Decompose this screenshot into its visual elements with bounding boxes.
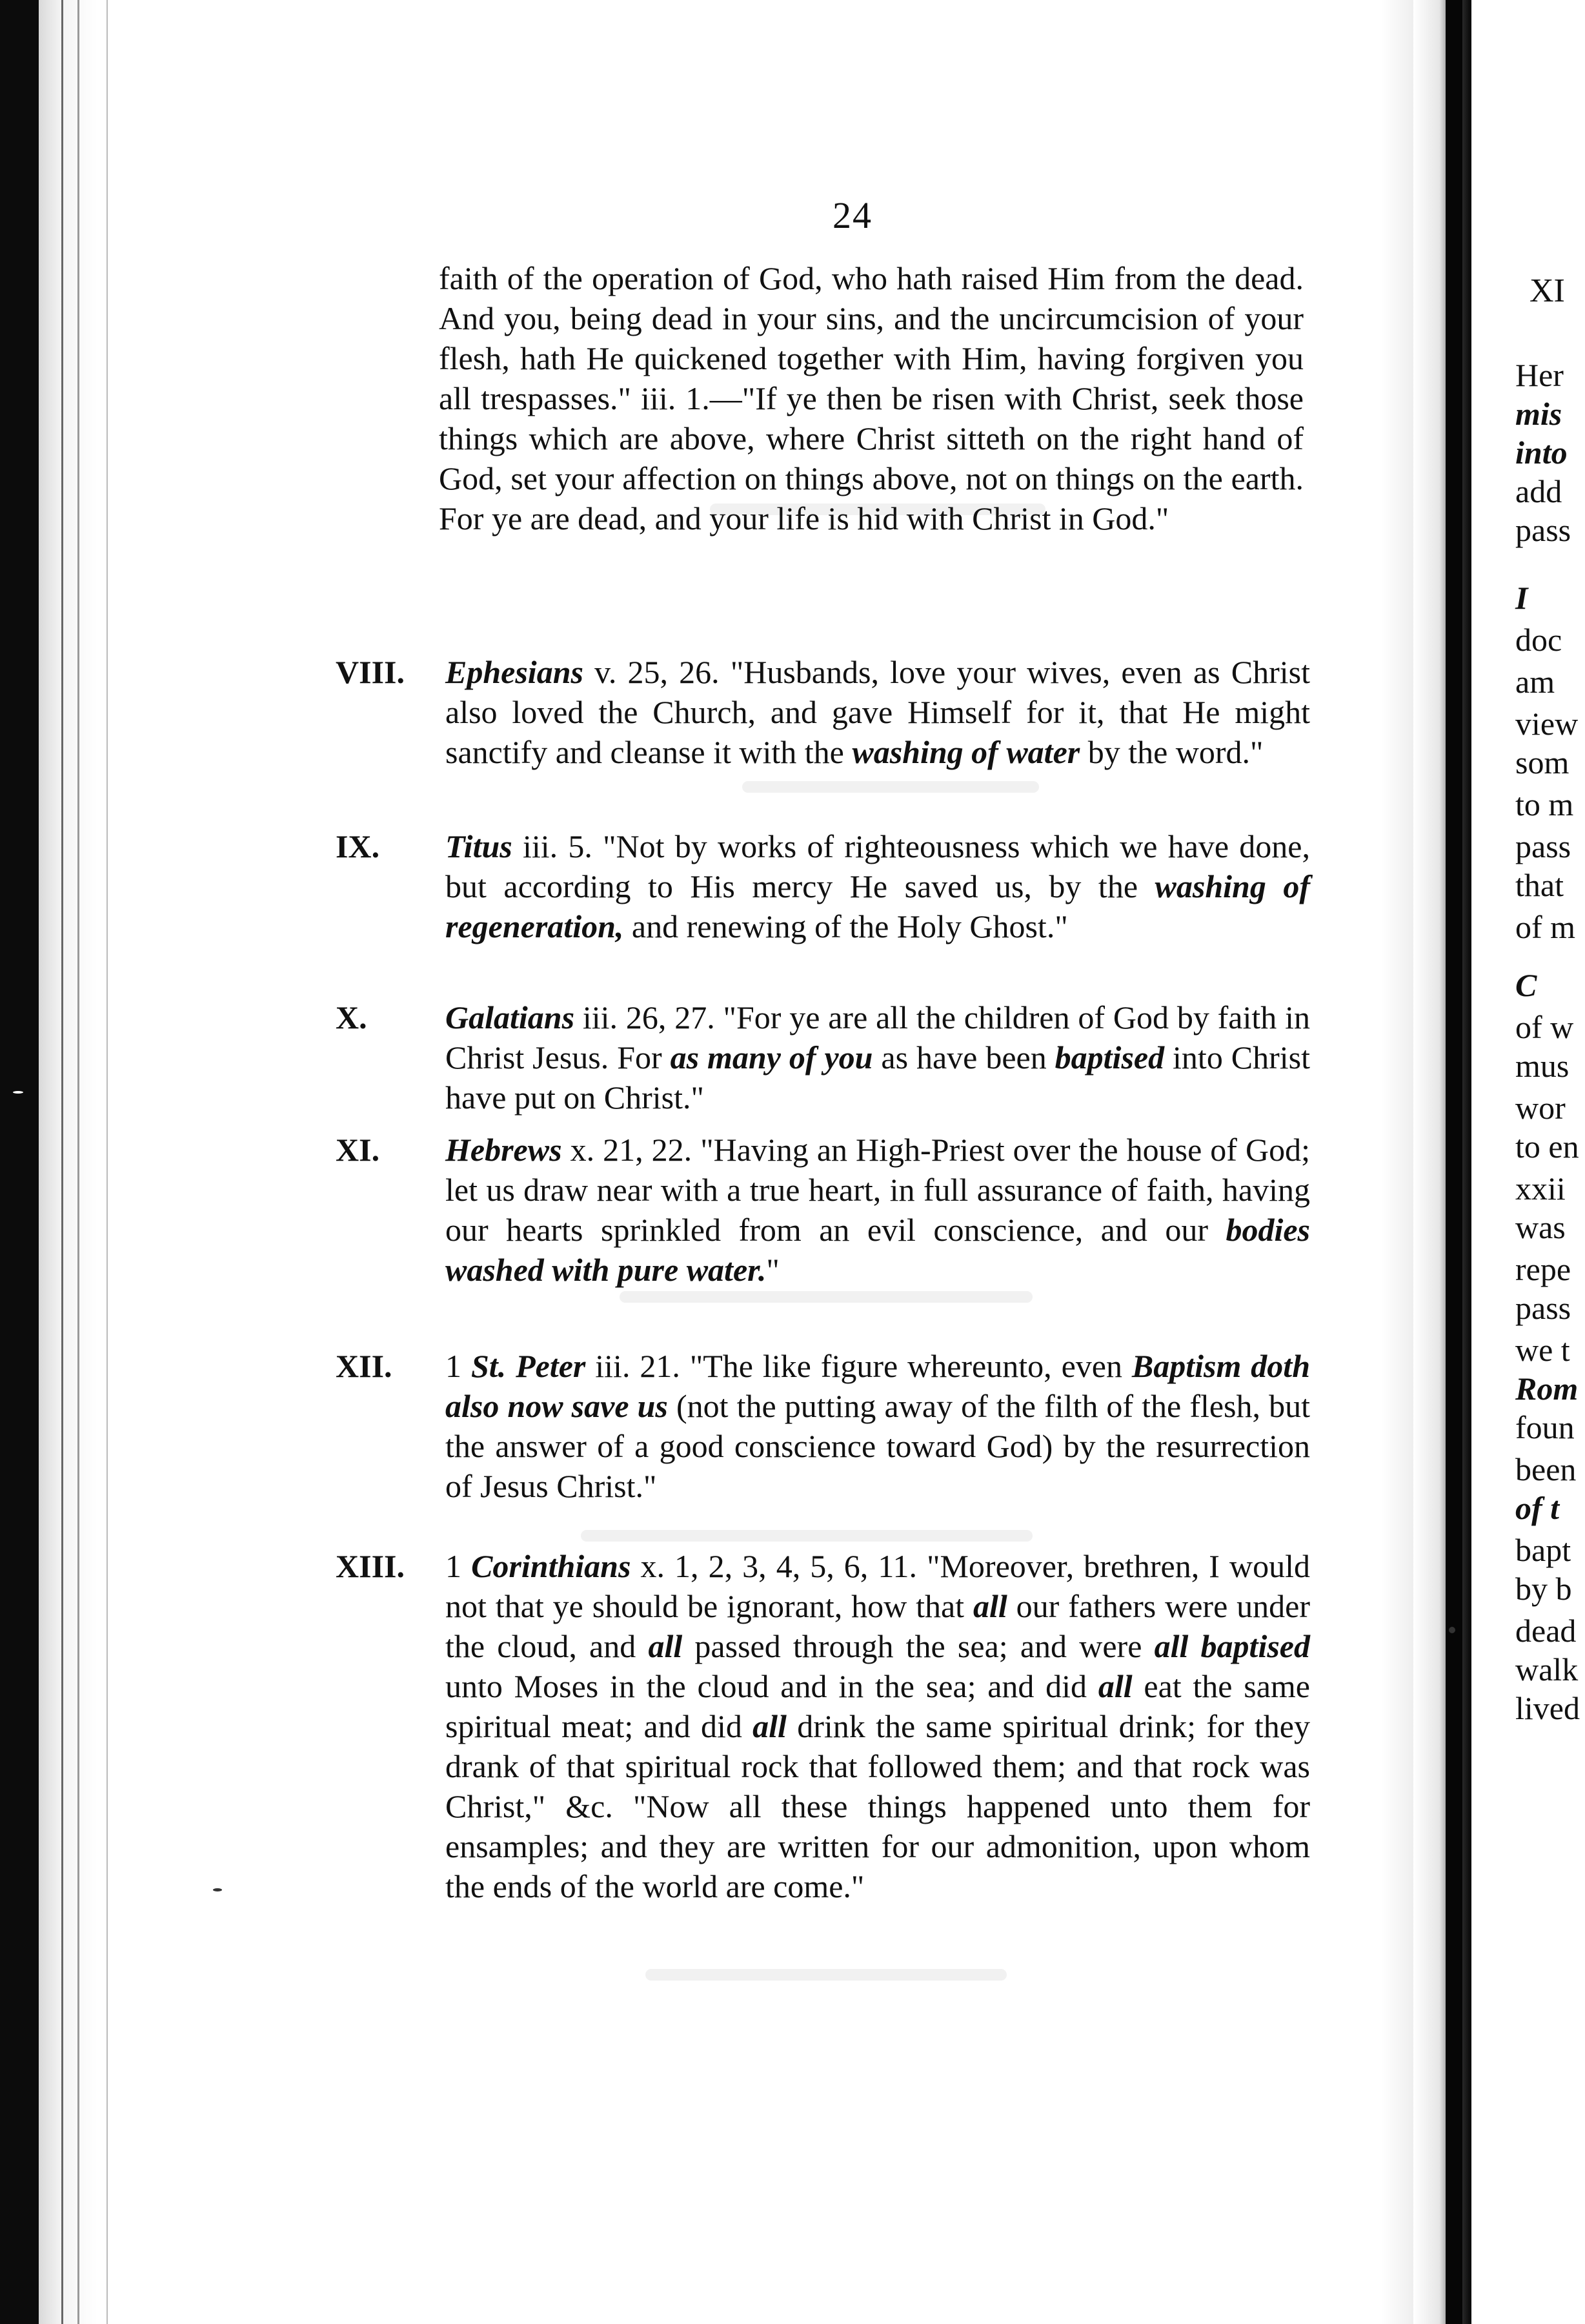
entry-numeral: X. [336, 999, 367, 1035]
entry-text [445, 1546, 1310, 1906]
scan-speck [213, 1888, 222, 1891]
quote-text: "Husbands, love your wives, even as Christ also loved the Church, and gave Himself for it, that He might sanctify and cleanse it with the [445, 654, 1310, 770]
scan-speck [1449, 1627, 1455, 1633]
verse-reference: x. 21, 22. [561, 1132, 701, 1168]
opposite-page-line: dead [1515, 1613, 1577, 1649]
opposite-page-line: pass [1515, 828, 1571, 864]
quote-text: "The like figure whereunto, even [689, 1348, 1132, 1384]
entry-text [445, 1346, 1310, 1506]
scripture-entry-xi [336, 1130, 1323, 1290]
scan-speck [13, 1091, 23, 1094]
opposite-page-line: mus [1515, 1048, 1570, 1084]
quote-text: passed through the sea; and were [682, 1628, 1155, 1664]
quote-text: into Christ have put on Christ." [445, 1039, 1311, 1116]
quote-text: " [766, 1252, 780, 1288]
opposite-page-line: C [1515, 967, 1537, 1003]
opposite-page-line: that [1515, 867, 1564, 903]
verse-reference: iii. 21. [585, 1348, 690, 1384]
entry-text [445, 826, 1310, 946]
quote-emphasis: Baptism doth also now save us [445, 1348, 1310, 1424]
opposite-page-line: was [1515, 1209, 1566, 1245]
opposite-page-line: to en [1515, 1128, 1579, 1165]
opposite-page-line: of t [1515, 1490, 1560, 1526]
quote-text: eat the same spiritual meat; and did [445, 1668, 1310, 1744]
entry-numeral: IX. [336, 828, 380, 864]
entry-text [445, 1130, 1310, 1290]
scripture-entry-xiii [336, 1546, 1323, 1906]
quote-text: "Not by works of righteousness which we have done, but according to His mercy He saved us, by the [445, 828, 1310, 904]
book-name: Hebrews [445, 1132, 562, 1168]
quote-text: unto Moses in the cloud and in the sea; and did [445, 1668, 1098, 1704]
book-name: St. Peter [470, 1348, 586, 1384]
book-prefix: 1 [445, 1548, 472, 1584]
book-name: Titus [445, 828, 512, 864]
verse-reference: iii. 5. [512, 828, 603, 864]
quote-text: "Having an High-Priest over the house of God; let us draw near with a true heart, in full assurance of faith, having our hearts sprinkled from an evil conscience, and our [445, 1132, 1310, 1248]
book-gutter [1413, 0, 1471, 2324]
opposite-page-line: to m [1515, 786, 1574, 822]
scan-left-border [0, 0, 39, 2324]
gutter-fold [1446, 0, 1462, 2324]
quote-emphasis: all baptised [1154, 1628, 1310, 1664]
quote-emphasis: as many of you [670, 1039, 873, 1075]
opposite-page-line: we t [1515, 1332, 1570, 1368]
scripture-entry-viii [336, 652, 1323, 772]
quote-text: "Moreover, brethren, I would not that ye should be ignorant, how that [445, 1548, 1311, 1624]
scripture-entry-x [336, 997, 1323, 1117]
page-edge-line [106, 0, 108, 2324]
opposite-page-line: of w [1515, 1009, 1574, 1045]
entry-numeral: VIII. [336, 654, 405, 690]
opposite-page-line: mis [1515, 396, 1562, 432]
opposite-page-line: pass [1515, 1290, 1571, 1326]
right-page-fragment [1484, 271, 1585, 2221]
verse-reference: x. 1, 2, 3, 4, 5, 6, 11. [631, 1548, 927, 1584]
quote-emphasis: washing of regeneration, [445, 868, 1310, 944]
opposite-page-line: by b [1515, 1571, 1572, 1607]
opposite-page-line: am [1515, 664, 1555, 700]
opposite-page-line: lived [1515, 1690, 1580, 1726]
page-number: 24 [833, 194, 873, 236]
opposite-page-line: been [1515, 1451, 1577, 1487]
quote-text: "For ye are all the children of God by faith in Christ Jesus. For [445, 999, 1310, 1075]
entry-text [445, 997, 1310, 1117]
verse-reference: iii. 26, 27. [574, 999, 723, 1035]
quote-text: by the word." [1080, 734, 1264, 770]
opposite-page-line: Her [1515, 357, 1564, 393]
opposite-page-line: som [1515, 744, 1570, 780]
book-name: Corinthians [471, 1548, 631, 1584]
entry-numeral: XIII. [336, 1548, 405, 1584]
book-name: Ephesians [445, 654, 583, 690]
entry-numeral: XII. [336, 1348, 392, 1384]
opposite-page-line: add [1515, 473, 1562, 509]
opposite-page-line: into [1515, 434, 1568, 471]
quote-emphasis: all [1098, 1668, 1133, 1704]
opposite-page-line: walk [1515, 1651, 1579, 1687]
scripture-entry-ix [336, 826, 1323, 946]
scripture-entry-xii [336, 1346, 1323, 1506]
quote-text: as have been [873, 1039, 1055, 1075]
opposite-page-line: pass [1515, 512, 1571, 548]
entry-text [445, 652, 1310, 772]
opposite-page-line: xxii [1515, 1170, 1566, 1207]
opposite-page-line: bapt [1515, 1532, 1571, 1568]
opposite-page-line: Rom [1515, 1371, 1579, 1407]
quote-emphasis: washing of water [852, 734, 1080, 770]
opposite-page-line: doc [1515, 622, 1562, 658]
opposite-page-line: repe [1515, 1251, 1571, 1287]
opposite-page-line: of m [1515, 909, 1576, 945]
binding-edge [39, 0, 97, 2324]
continued-paragraph: faith of the operation of God, who hath raised Him from the dead. And you, being dead in your sins, and the uncircumcision of your flesh, hath He quickened together with Him, having forgiven you all trespasses." iii. 1.—"If ye then be risen with Christ, seek those things which are above, where Christ sitteth on the right hand of God, set your affection on things above, not on things on the earth. For ye are dead, and your life is hid with Christ in God." [439, 260, 1304, 536]
quote-text: drink the same spiritual drink; for they drank of that spiritual rock that followed them; and that rock was Christ," &c. "Now all these things happened unto them for ensamples; and they are written for our admonition, upon whom the ends of the world are come." [445, 1708, 1310, 1904]
quote-emphasis: bodies washed with pure water. [445, 1212, 1310, 1288]
opposite-page-line: foun [1515, 1409, 1575, 1445]
entry-numeral: XI. [336, 1132, 380, 1168]
opposite-page-line: wor [1515, 1090, 1566, 1126]
left-page [336, 181, 1400, 2053]
quote-text: our fathers were under the cloud, and [445, 1588, 1311, 1664]
book-prefix: 1 [445, 1348, 471, 1384]
opposite-page-line: I [1515, 580, 1528, 616]
quote-emphasis: all [752, 1708, 787, 1744]
book-name: Galatians [445, 999, 575, 1035]
quote-emphasis: all [648, 1628, 683, 1664]
quote-emphasis: all [973, 1588, 1007, 1624]
opposite-page-header: XI [1529, 272, 1565, 309]
verse-reference: v. 25, 26. [583, 654, 731, 690]
opposite-page-line: view [1515, 706, 1579, 742]
quote-text: and renewing of the Holy Ghost." [623, 908, 1068, 944]
quote-emphasis: baptised [1055, 1039, 1165, 1075]
page-edge-line [61, 0, 63, 2324]
page-edge-line [77, 0, 79, 2324]
quote-text: (not the putting away of the filth of the flesh, but the answer of a good conscience toward God) by the resurrection of Jesus Christ." [445, 1388, 1310, 1504]
